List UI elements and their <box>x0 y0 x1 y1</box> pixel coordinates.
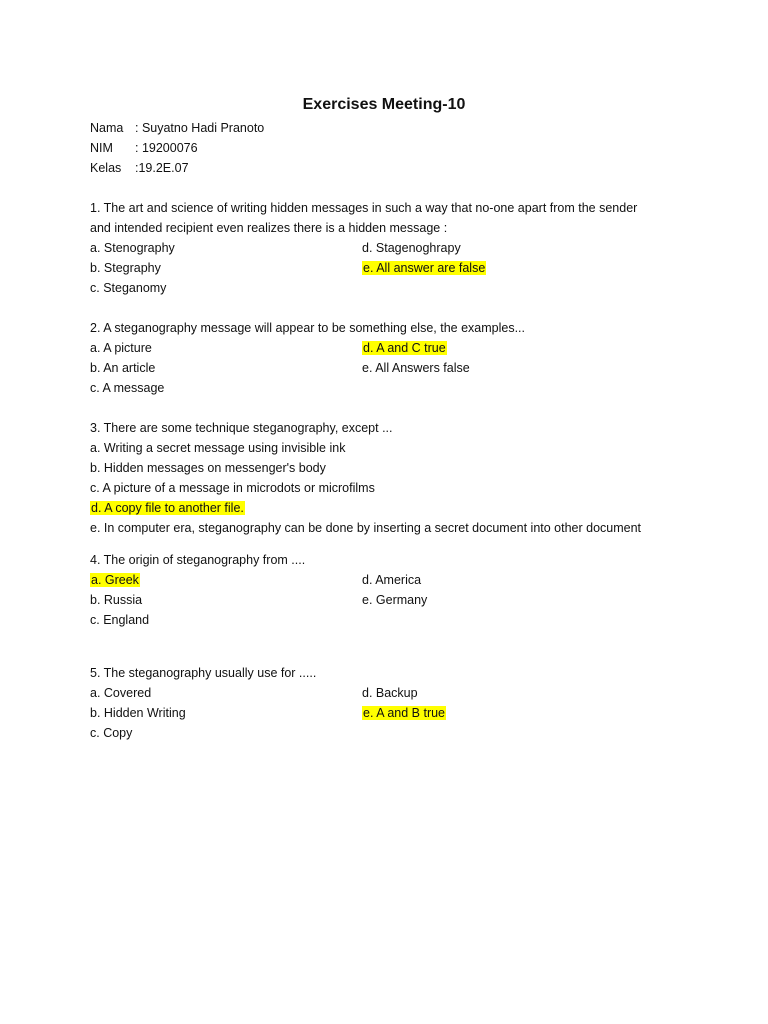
info-nim <box>90 140 198 156</box>
question-1-option-a: a. Stenography <box>90 241 175 255</box>
question-1-stem-line-1: 1. The art and science of writing hidden messages in such a way that no-one apart from the sender <box>90 201 638 215</box>
question-2-option-d-wrap <box>362 340 447 356</box>
question-3-stem: 3. There are some technique steganography, except ... <box>90 421 393 435</box>
question-3-option-a: a. Writing a secret message using invisible ink <box>90 441 346 455</box>
info-nama <box>90 120 264 136</box>
question-2-option-c: c. A message <box>90 381 165 395</box>
info-label: Nama <box>90 121 124 135</box>
question-2-option-a: a. A picture <box>90 341 152 355</box>
question-4-option-c: c. England <box>90 613 150 627</box>
question-4-option-a-wrap <box>90 572 140 588</box>
question-1-option-c: c. Steganomy <box>90 281 167 295</box>
info-value: : 19200076 <box>135 141 198 155</box>
question-5-option-c: c. Copy <box>90 726 133 740</box>
question-4-stem: 4. The origin of steganography from .... <box>90 553 306 567</box>
document-title: Exercises Meeting-10 <box>302 96 466 113</box>
question-2-option-b: b. An article <box>90 361 156 375</box>
question-3-option-d-wrap <box>90 500 245 516</box>
question-1-option-b: b. Stegraphy <box>90 261 161 275</box>
question-5-option-d: d. Backup <box>362 686 418 700</box>
info-kelas <box>90 160 189 176</box>
question-1-stem-line-2: and intended recipient even realizes there is a hidden message : <box>90 221 448 235</box>
question-3-option-d-highlighted: d. A copy file to another file. <box>91 501 244 515</box>
question-3-option-e: e. In computer era, steganography can be done by inserting a secret document into other document <box>90 521 642 535</box>
question-4-option-d: d. America <box>362 573 422 587</box>
question-5-option-b: b. Hidden Writing <box>90 706 186 720</box>
question-3-option-c: c. A picture of a message in microdots or microfilms <box>90 481 375 495</box>
question-4-option-b: b. Russia <box>90 593 143 607</box>
question-1-option-e-wrap <box>362 260 486 276</box>
question-3-option-b: b. Hidden messages on messenger's body <box>90 461 326 475</box>
question-1-option-d: d. Stagenoghrapy <box>362 241 461 255</box>
info-label: NIM <box>90 141 113 155</box>
question-1-option-e-highlighted: e. All answer are false <box>363 261 486 275</box>
question-2-option-e: e. All Answers false <box>362 361 470 375</box>
question-4-option-e: e. Germany <box>362 593 428 607</box>
question-5-option-e-wrap <box>362 705 446 721</box>
info-label: Kelas <box>90 161 122 175</box>
question-5-stem: 5. The steganography usually use for ..... <box>90 666 317 680</box>
info-value: : Suyatno Hadi Pranoto <box>135 121 265 135</box>
info-value: :19.2E.07 <box>135 161 189 175</box>
question-2-stem: 2. A steganography message will appear to be something else, the examples... <box>90 321 525 335</box>
question-2-option-d-highlighted: d. A and C true <box>363 341 446 355</box>
question-4-option-a-highlighted: a. Greek <box>91 573 139 587</box>
question-5-option-a: a. Covered <box>90 686 152 700</box>
question-5-option-e-highlighted: e. A and B true <box>363 706 446 720</box>
